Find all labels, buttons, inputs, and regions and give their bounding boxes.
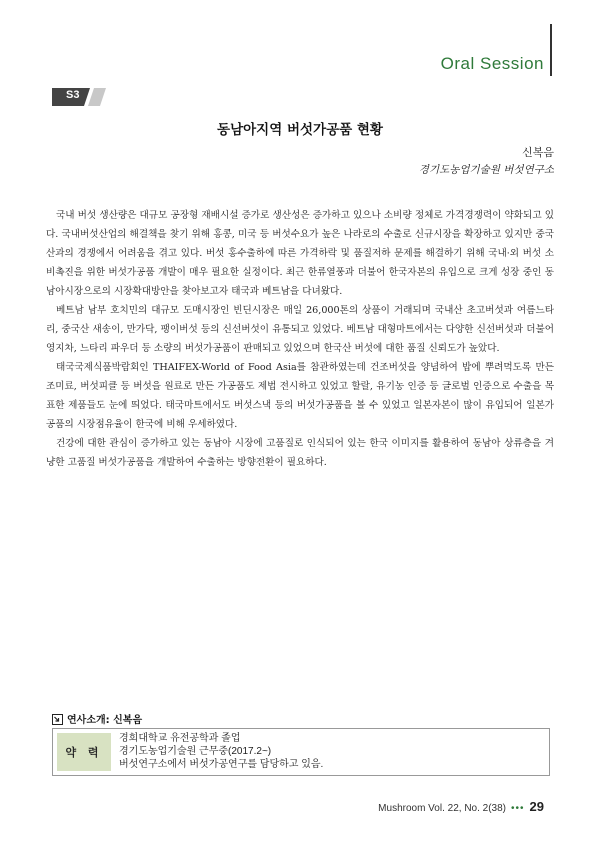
body-paragraph: 베트남 남부 호치민의 대규모 도매시장인 빈딘시장은 매일 26,000톤의 상품이 거래되며 국내산 초고버섯과 여름느타리, 중국산 새송이, 만가닥, 팽이버섯 등의 신선버섯이 유통되고 있었다. 베트남 대형마트에서는 다양한 신선버섯과 더불어 영지차, 느타리 파우더 등 소량의 버섯가공품이 판매되고 있었으며 한국산 버섯에 대한 품질 신뢰도가 높았다.: [46, 305, 554, 354]
article-title: 동남아지역 버섯가공품 현황: [217, 122, 383, 138]
article-body: [46, 206, 554, 472]
article-author: 신복음: [522, 146, 554, 159]
speaker-heading: [52, 711, 142, 728]
career-line: 버섯연구소에서 버섯가공연구를 담당하고 있음.: [119, 759, 324, 770]
running-header-title: Oral Session: [440, 54, 544, 73]
body-paragraph: 건강에 대한 관심이 증가하고 있는 동남아 시장에 고품질로 인식되어 있는 한국 이미지를 활용하여 동남아 상류층을 겨냥한 고품질 버섯가공품을 개발하여 수출하는 방향전환이 필요하다.: [46, 438, 554, 468]
footer-dots: •••: [511, 803, 525, 814]
career-line: 경기도농업기술원 근무중(2017.2~): [119, 746, 272, 757]
corner-arrow-icon: [52, 714, 63, 728]
page-number: 29: [529, 799, 544, 814]
career-label: 약 력: [57, 733, 111, 771]
page-footer: [378, 799, 544, 814]
career-box: [52, 728, 550, 776]
session-tag-label: S3: [66, 89, 80, 101]
header-vertical-rule: [550, 24, 552, 76]
body-paragraph: 국내 버섯 생산량은 대규모 공장형 재배시설 증가로 생산성은 증가하고 있으나 소비량 정체로 가격경쟁력이 약화되고 있다. 국내버섯산업의 해결책을 찾기 위해 홍콩, 미국 등 버섯수요가 높은 나라로의 수출로 신규시장을 확장하고 있지만 중국산과의 경쟁에서 어려움을 겪고 있다. 버섯 홍수출하에 따른 가격하락 및 품질저하 문제를 해결하기 위해 국내·외 버섯 소비촉진을 위한 버섯가공품 개발이 매우 필요한 실정이다. 최근 한류열풍과 더불어 한국자본의 유입으로 크게 성장 중인 동남아시장으로의 시장확대방안을 찾아보고자 태국과 베트남을 다녀왔다.: [46, 210, 554, 297]
session-tag: [52, 88, 106, 106]
journal-citation: Mushroom Vol. 22, No. 2(38): [378, 803, 507, 814]
career-line: 경희대학교 유전공학과 졸업: [119, 733, 241, 744]
article-affiliation: 경기도농업기술원 버섯연구소: [418, 164, 554, 176]
speaker-heading-text: 연사소개: 신복음: [67, 715, 143, 726]
career-lines: [119, 732, 323, 771]
body-paragraph: 태국국제식품박람회인 THAIFEX-World of Food Asia를 참관하였는데 건조버섯을 양념하여 밥에 뿌려먹도록 만든 조미료, 버섯피클 등 버섯을 원료로 만든 가공품도 제법 전시하고 있었고 할랄, 유기농 인증 등 글로벌 인증으로 수출을 목표한 제품들도 눈에 띄었다. 태국마트에서도 버섯스낵 등의 버섯가공품을 볼 수 있었고 일본자본이 많이 유입되어 일본가공품의 시장점유율이 한국에 비해 우세하였다.: [46, 362, 554, 430]
